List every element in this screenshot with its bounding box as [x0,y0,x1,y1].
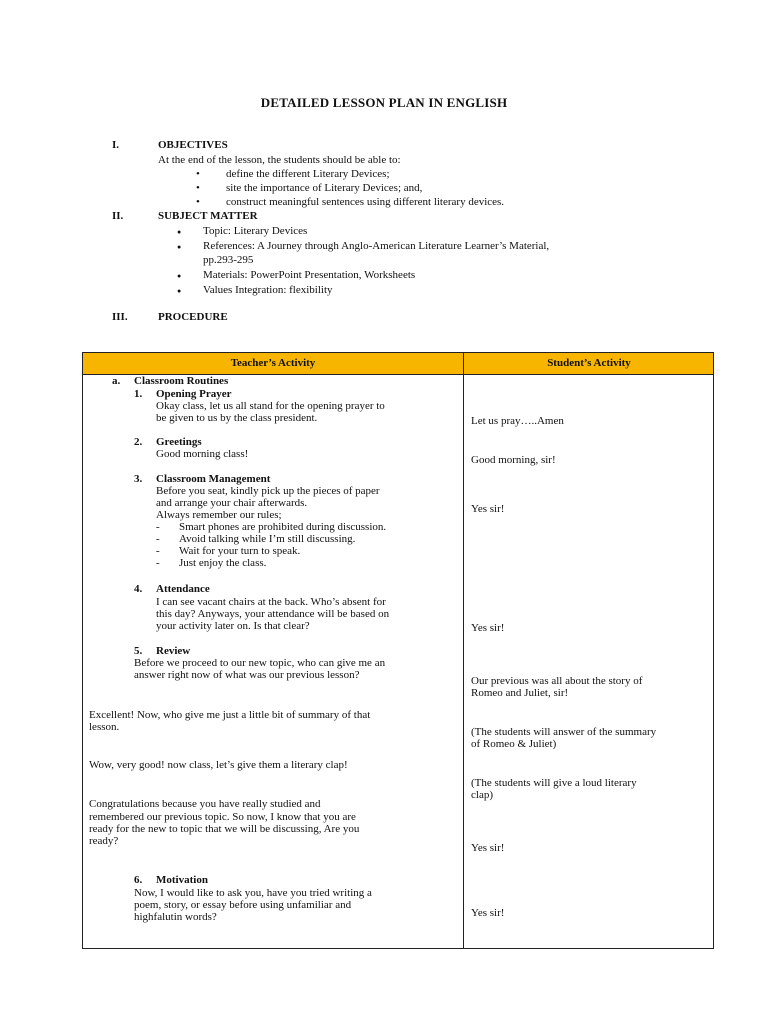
management-line: Always remember our rules; [156,509,282,521]
congrats-line: ready for the new to topic that we will be discussing, Are you [89,823,360,835]
student-previous-line: Romeo and Juliet, sir! [471,687,569,699]
attendance-number: 4. [134,583,143,595]
activity-table [82,352,714,949]
excellent-line: Excellent! Now, who give me just a little bit of summary of that [89,709,371,721]
rule-dash: - [156,533,160,545]
attendance-title: Attendance [156,583,210,595]
congrats-line: ready? [89,835,119,847]
review-line: answer right now of what was our previous lesson? [134,669,360,681]
section-title: Classroom Routines [134,375,229,387]
objectives-heading: OBJECTIVES [158,139,228,151]
rule-item: Smart phones are prohibited during discussion. [179,521,387,533]
wow-line: Wow, very good! now class, let’s give them a literary clap! [89,759,348,771]
header-teacher-activity: Teacher’s Activity [230,357,316,369]
student-clap-line: clap) [471,789,493,801]
rule-item: Wait for your turn to speak. [179,545,301,557]
subject-item-pages: pp.293-295 [203,254,254,266]
attendance-line: I can see vacant chairs at the back. Who’s absent for [156,596,386,608]
rule-item: Just enjoy the class. [179,557,267,569]
student-yes: Yes sir! [471,503,505,515]
rule-dash: - [156,557,160,569]
attendance-line: your activity later on. Is that clear? [156,620,310,632]
student-summary-line: of Romeo & Juliet) [471,738,557,750]
subject-matter-heading: SUBJECT MATTER [158,210,258,222]
review-number: 5. [134,645,143,657]
objective-item: • site the importance of Literary Devices; and, [226,182,422,195]
greetings-title: Greetings [156,436,202,448]
subject-item-materials: ● Materials: PowerPoint Presentation, Worksheets [203,269,415,282]
objective-item: • define the different Literary Devices; [226,168,390,181]
prayer-line: be given to us by the class president. [156,412,318,424]
review-title: Review [156,645,191,657]
objectives-intro: At the end of the lesson, the students should be able to: [158,154,401,166]
student-previous-line: Our previous was all about the story of [471,675,643,687]
header-student-activity: Student’s Activity [547,357,631,369]
table-header-row [83,353,713,375]
greetings-line: Good morning class! [156,448,249,460]
rule-dash: - [156,521,160,533]
management-line: Before you seat, kindly pick up the pieces of paper [156,485,380,497]
prayer-line: Okay class, let us all stand for the opening prayer to [156,400,385,412]
congrats-line: Congratulations because you have really studied and [89,798,321,810]
subject-item-values: ● Values Integration: flexibility [203,284,333,297]
objective-item: • construct meaningful sentences using different literary devices. [226,196,504,209]
student-yes: Yes sir! [471,842,505,854]
student-yes: Yes sir! [471,907,505,919]
motivation-number: 6. [134,874,143,886]
subject-item-references: ● References: A Journey through Anglo-American Literature Learner’s Material, [203,240,549,253]
page-title: DETAILED LESSON PLAN IN ENGLISH [260,95,508,110]
motivation-title: Motivation [156,874,208,886]
objectives-numeral: I. [112,139,120,151]
column-divider [463,353,464,948]
subject-item-topic: ● Topic: Literary Devices [203,225,307,238]
student-clap-line: (The students will give a loud literary [471,777,637,789]
subject-matter-numeral: II. [112,210,124,222]
attendance-line: this day? Anyways, your attendance will be based on [156,608,390,620]
student-morning: Good morning, sir! [471,454,556,466]
student-summary-line: (The students will answer of the summary [471,726,657,738]
congrats-line: remembered our previous topic. So now, I know that you are [89,811,356,823]
student-pray: Let us pray…..Amen [471,415,564,427]
section-letter: a. [112,375,121,387]
greetings-number: 2. [134,436,143,448]
motivation-line: highfalutin words? [134,911,217,923]
prayer-number: 1. [134,388,143,400]
excellent-line: lesson. [89,721,120,733]
rule-dash: - [156,545,160,557]
student-yes: Yes sir! [471,622,505,634]
management-line: and arrange your chair afterwards. [156,497,308,509]
procedure-numeral: III. [112,311,128,323]
management-number: 3. [134,473,143,485]
motivation-line: poem, story, or essay before using unfamiliar and [134,899,352,911]
procedure-heading: PROCEDURE [158,311,228,323]
prayer-title: Opening Prayer [156,388,232,400]
review-line: Before we proceed to our new topic, who can give me an [134,657,386,669]
rule-item: Avoid talking while I’m still discussing. [179,533,356,545]
management-title: Classroom Management [156,473,271,485]
motivation-line: Now, I would like to ask you, have you tried writing a [134,887,372,899]
